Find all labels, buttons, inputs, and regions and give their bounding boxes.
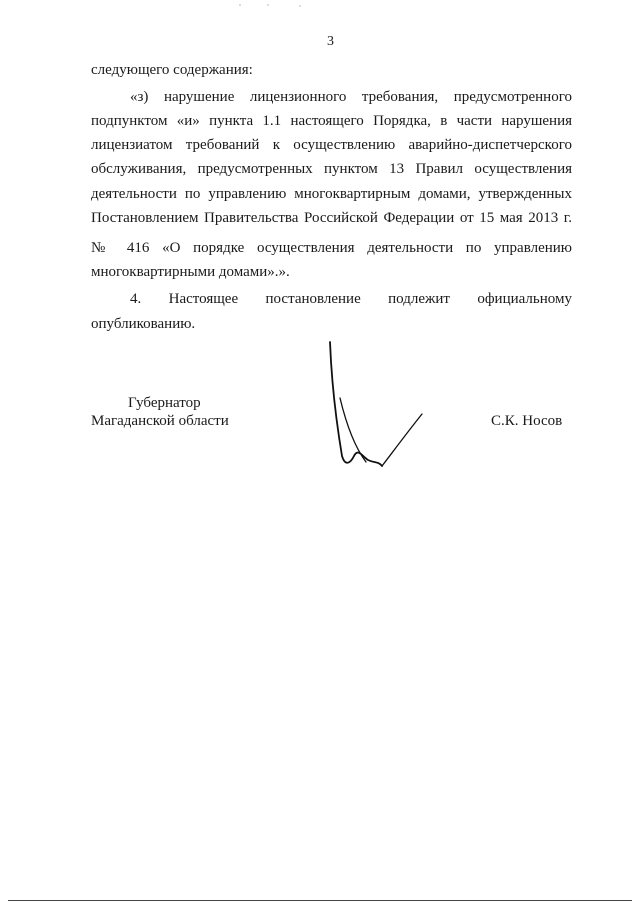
- paragraph-line: следующего содержания:: [91, 62, 253, 78]
- paragraph-line: многоквартирными домами».».: [91, 264, 290, 280]
- bottom-edge-line: [8, 900, 632, 901]
- paragraph-line: № 416 «О порядке осуществления деятельности по управлению: [91, 240, 572, 256]
- page-number: 3: [327, 34, 334, 49]
- paragraph-line: опубликованию.: [91, 316, 196, 332]
- signatory-position-line1: Губернатор: [128, 395, 201, 411]
- scan-artifact-dots: [230, 2, 330, 8]
- paragraph-line: «з) нарушение лицензионного требования, предусмотренного: [130, 89, 572, 105]
- handwritten-signature: [318, 338, 438, 478]
- paragraph-line: 4. Настоящее постановление подлежит официальному: [130, 291, 572, 307]
- paragraph-line: лицензиатом требований к осуществлению аварийно-диспетчерского: [91, 137, 572, 153]
- paragraph-line: деятельности по управлению многоквартирным домами, утвержденных: [91, 186, 572, 202]
- paragraph-line: Постановлением Правительства Российской Федерации от 15 мая 2013 г.: [91, 210, 572, 226]
- paragraph-line: обслуживания, предусмотренных пунктом 13 Правил осуществления: [91, 161, 572, 177]
- paragraph-line: подпунктом «и» пункта 1.1 настоящего Порядка, в части нарушения: [91, 113, 572, 129]
- signatory-name: С.К. Носов: [491, 413, 563, 429]
- signatory-position-line2: Магаданской области: [91, 413, 229, 429]
